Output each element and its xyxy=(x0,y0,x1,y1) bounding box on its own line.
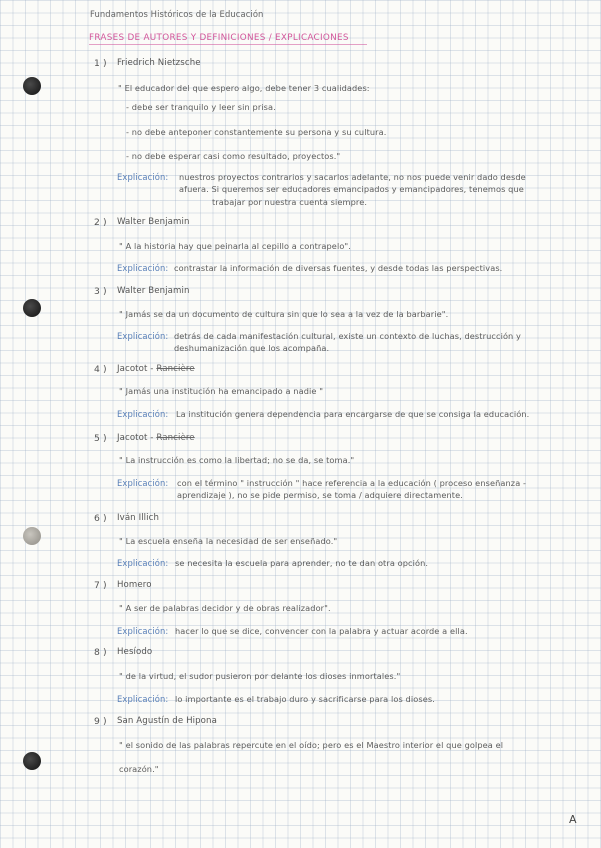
explanation-line: se necesita la escuela para aprender, no te dan otra opción. xyxy=(175,558,429,568)
section-heading: FRASES DE AUTORES Y DEFINICIONES / EXPLICACIONES xyxy=(89,33,349,43)
explanation-line: deshumanización que los acompaña. xyxy=(174,343,330,353)
author-name: Hesíodo xyxy=(117,647,153,657)
author-name: Iván Illich xyxy=(117,513,160,523)
explanation-label: Explicación: xyxy=(117,626,169,636)
item-number: 3 ) xyxy=(94,286,107,297)
explanation-label: Explicación: xyxy=(117,409,169,419)
explanation-line: con el término " instrucción " hace referencia a la educación ( proceso enseñanza - xyxy=(177,478,527,488)
binder-hole-1 xyxy=(23,77,41,95)
item-number: 6 ) xyxy=(94,513,107,524)
explanation-label: Explicación: xyxy=(117,331,169,341)
quote-line: " El educador del que espero algo, debe tener 3 cualidades: xyxy=(118,83,370,93)
author-name: Jacotot - Rancière xyxy=(117,364,195,374)
heading-underline xyxy=(89,44,367,45)
item-number: 8 ) xyxy=(94,647,107,658)
quote-line: " A la historia hay que peinarla al cepillo a contrapelo". xyxy=(119,241,351,251)
quote-line: - no debe esperar casi como resultado, proyectos." xyxy=(126,151,341,161)
author-name: Walter Benjamin xyxy=(117,217,190,227)
quote-line: - debe ser tranquilo y leer sin prisa. xyxy=(126,102,276,112)
quote-line: " A ser de palabras decidor y de obras realizador". xyxy=(119,603,331,613)
item-number: 1 ) xyxy=(94,58,107,69)
explanation-line: lo importante es el trabajo duro y sacrificarse para los dioses. xyxy=(175,694,435,704)
author-name: San Agustín de Hipona xyxy=(117,716,217,726)
binder-hole-4 xyxy=(23,752,41,770)
quote-line: " La escuela enseña la necesidad de ser enseñado." xyxy=(119,536,338,546)
binder-hole-2 xyxy=(23,299,41,317)
item-number: 4 ) xyxy=(94,364,107,375)
author-name: Homero xyxy=(117,580,152,590)
quote-line: " el sonido de las palabras repercute en el oído; pero es el Maestro interior el que golpea el xyxy=(119,740,504,750)
item-number: 7 ) xyxy=(94,580,107,591)
quote-line: " Jamás una institución ha emancipado a nadie " xyxy=(119,386,324,396)
author-name: Jacotot - Rancière xyxy=(117,433,195,443)
explanation-line: aprendizaje ), no se pide permiso, se toma / adquiere directamente. xyxy=(177,490,463,500)
quote-line: corazón." xyxy=(119,764,159,774)
explanation-line: trabajar por nuestra cuenta siempre. xyxy=(212,197,368,207)
author-name: Friedrich Nietzsche xyxy=(117,58,201,68)
explanation-line: hacer lo que se dice, convencer con la palabra y actuar acorde a ella. xyxy=(175,626,468,636)
quote-line: " Jamás se da un documento de cultura sin que lo sea a la vez de la barbarie". xyxy=(119,309,449,319)
explanation-label: Explicación: xyxy=(117,263,169,273)
explanation-line: La institución genera dependencia para encargarse de que se consiga la educación. xyxy=(176,409,530,419)
explanation-label: Explicación: xyxy=(117,478,169,488)
page-title: Fundamentos Históricos de la Educación xyxy=(90,9,264,19)
explanation-label: Explicación: xyxy=(117,172,169,182)
quote-line: " La instrucción es como la libertad; no se da, se toma." xyxy=(119,455,355,465)
item-number: 5 ) xyxy=(94,433,107,444)
binder-hole-3 xyxy=(23,527,41,545)
explanation-line: contrastar la información de diversas fuentes, y desde todas las perspectivas. xyxy=(174,263,503,273)
quote-line: - no debe anteponer constantemente su persona y su cultura. xyxy=(126,127,387,137)
explanation-line: detrás de cada manifestación cultural, existe un contexto de luchas, destrucción y xyxy=(174,331,521,341)
explanation-line: nuestros proyectos contrarios y sacarlos adelante, no nos puede venir dado desde xyxy=(179,172,526,182)
explanation-line: afuera. Si queremos ser educadores emancipados y emancipadores, tenemos que xyxy=(179,184,524,194)
quote-line: " de la virtud, el sudor pusieron por delante los dioses inmortales." xyxy=(119,671,401,681)
explanation-label: Explicación: xyxy=(117,558,169,568)
explanation-label: Explicación: xyxy=(117,694,169,704)
author-name: Walter Benjamin xyxy=(117,286,190,296)
page-mark: A xyxy=(569,813,577,826)
item-number: 2 ) xyxy=(94,217,107,228)
item-number: 9 ) xyxy=(94,716,107,727)
